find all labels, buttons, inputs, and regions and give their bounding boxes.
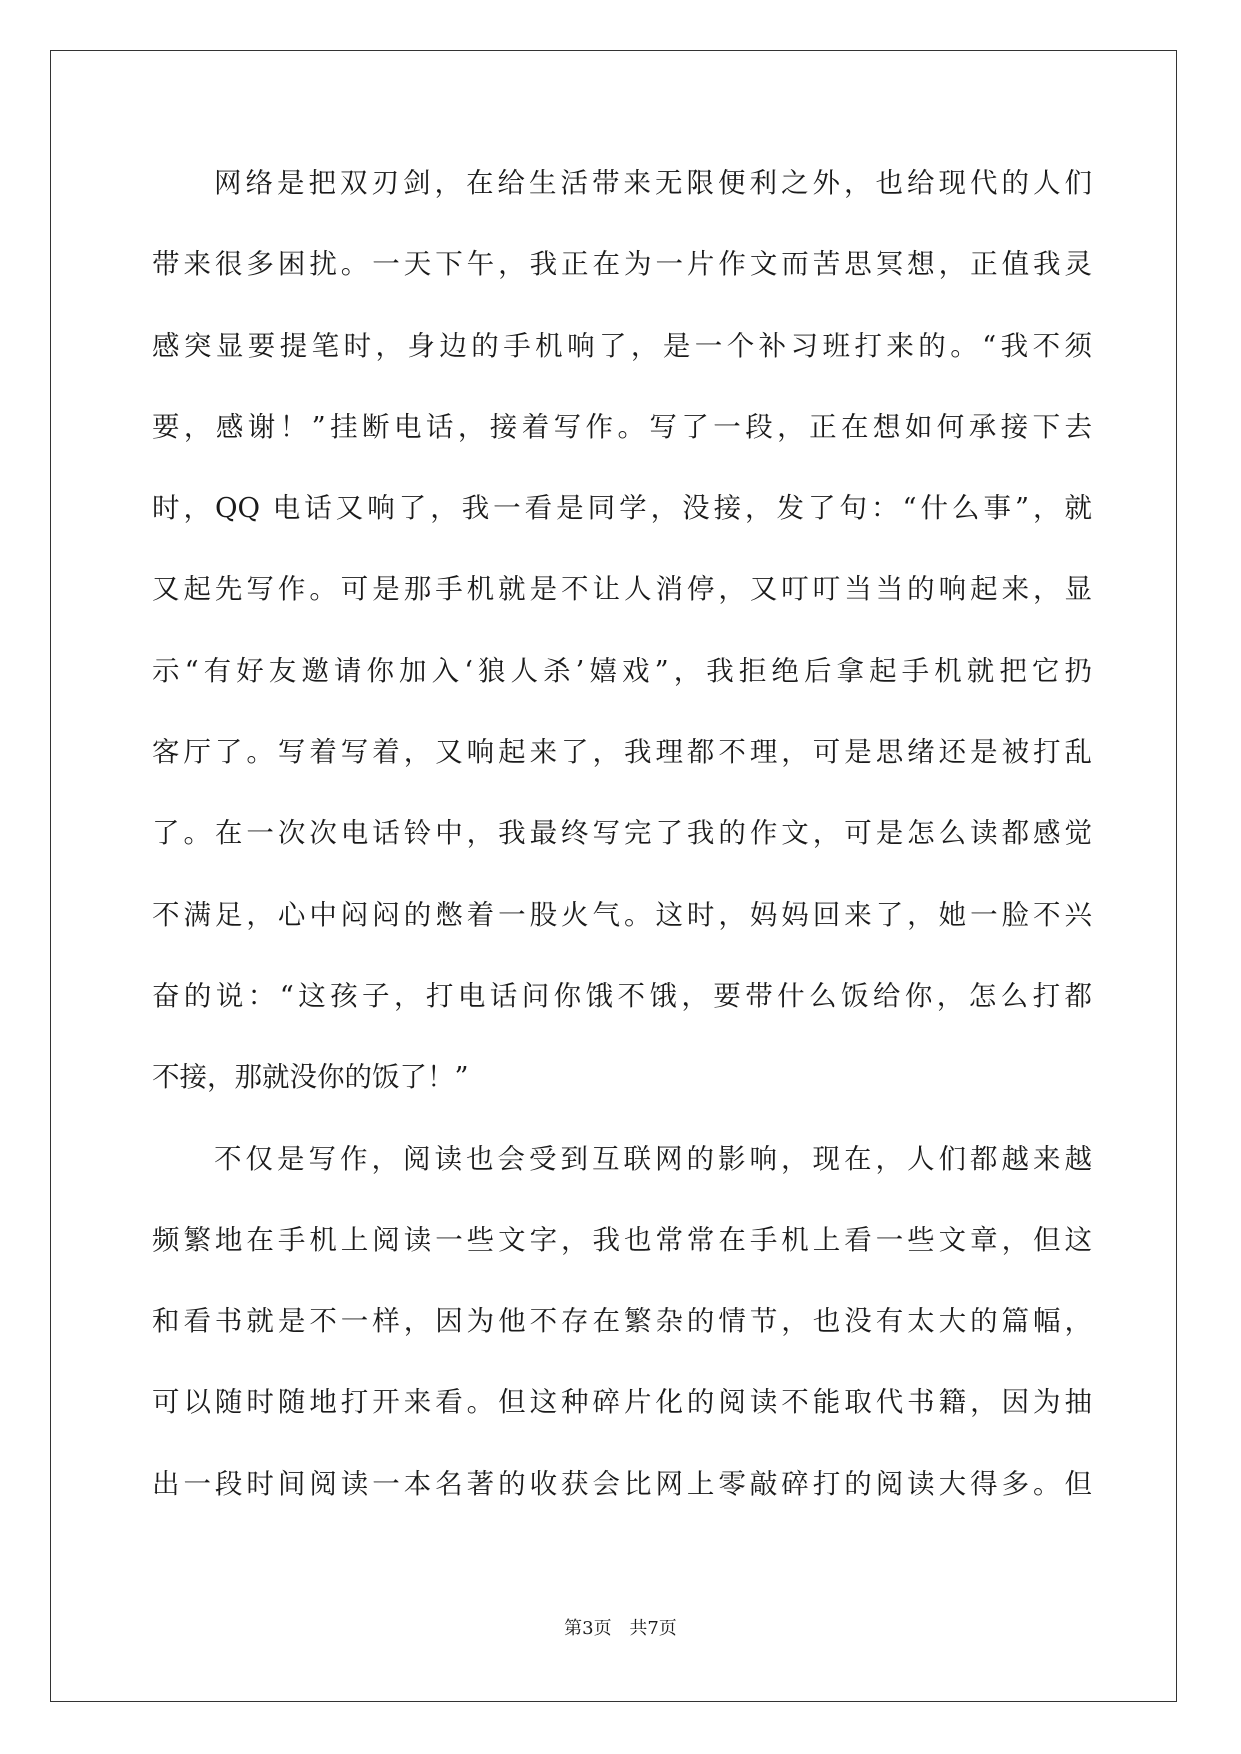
paragraph-2-line-5: 出一段时间阅读一本名著的收获会比网上零敲碎打的阅读大得多。但	[152, 1467, 1092, 1500]
page-number: 第3页	[564, 1618, 612, 1639]
paragraph-1-line-7: 示“有好友邀请你加入‘狼人杀’嬉戏”，我拒绝后拿起手机就把它扔	[152, 654, 1092, 687]
paragraph-1-line-8: 客厅了。写着写着，又响起来了，我理都不理，可是思绪还是被打乱	[152, 736, 1092, 769]
paragraph-2-line-1: 不仅是写作，阅读也会受到互联网的影响，现在，人们都越来越	[214, 1142, 1092, 1175]
paragraph-1-line-4: 要，感谢！”挂断电话，接着写作。写了一段，正在想如何承接下去	[152, 410, 1092, 443]
paragraph-1-line-9: 了。在一次次电话铃中，我最终写完了我的作文，可是怎么读都感觉	[152, 817, 1092, 850]
paragraph-1-line-12: 不接，那就没你的饭了！”	[152, 1061, 469, 1094]
paragraph-2-line-2: 频繁地在手机上阅读一些文字，我也常常在手机上看一些文章，但这	[152, 1223, 1092, 1256]
paragraph-1-line-1: 网络是把双刃剑，在给生活带来无限便利之外，也给现代的人们	[214, 167, 1092, 199]
page-total: 共7页	[629, 1618, 677, 1639]
paragraph-2-line-4: 可以随时随地打开来看。但这种碎片化的阅读不能取代书籍，因为抽	[152, 1386, 1092, 1419]
paragraph-1-line-10: 不满足，心中闷闷的憋着一股火气。这时，妈妈回来了，她一脸不兴	[152, 898, 1092, 931]
paragraph-1-line-2: 带来很多困扰。一天下午，我正在为一片作文而苦思冥想，正值我灵	[152, 248, 1092, 281]
paragraph-2-line-3: 和看书就是不一样，因为他不存在繁杂的情节，也没有太大的篇幅，	[152, 1305, 1092, 1338]
paragraph-1-line-6: 又起先写作。可是那手机就是不让人消停，又叮叮当当的响起来，显	[152, 573, 1092, 606]
paragraph-1-line-3: 感突显要提笔时，身边的手机响了，是一个补习班打来的。“我不须	[152, 329, 1092, 362]
page-footer	[0, 1614, 1241, 1640]
paragraph-1-line-5: 时，QQ 电话又响了，我一看是同学，没接，发了句：“什么事”，就	[152, 492, 1092, 525]
paragraph-1-line-11: 奋的说：“这孩子，打电话问你饿不饿，要带什么饭给你，怎么打都	[152, 979, 1092, 1012]
document-body	[152, 158, 1092, 1540]
